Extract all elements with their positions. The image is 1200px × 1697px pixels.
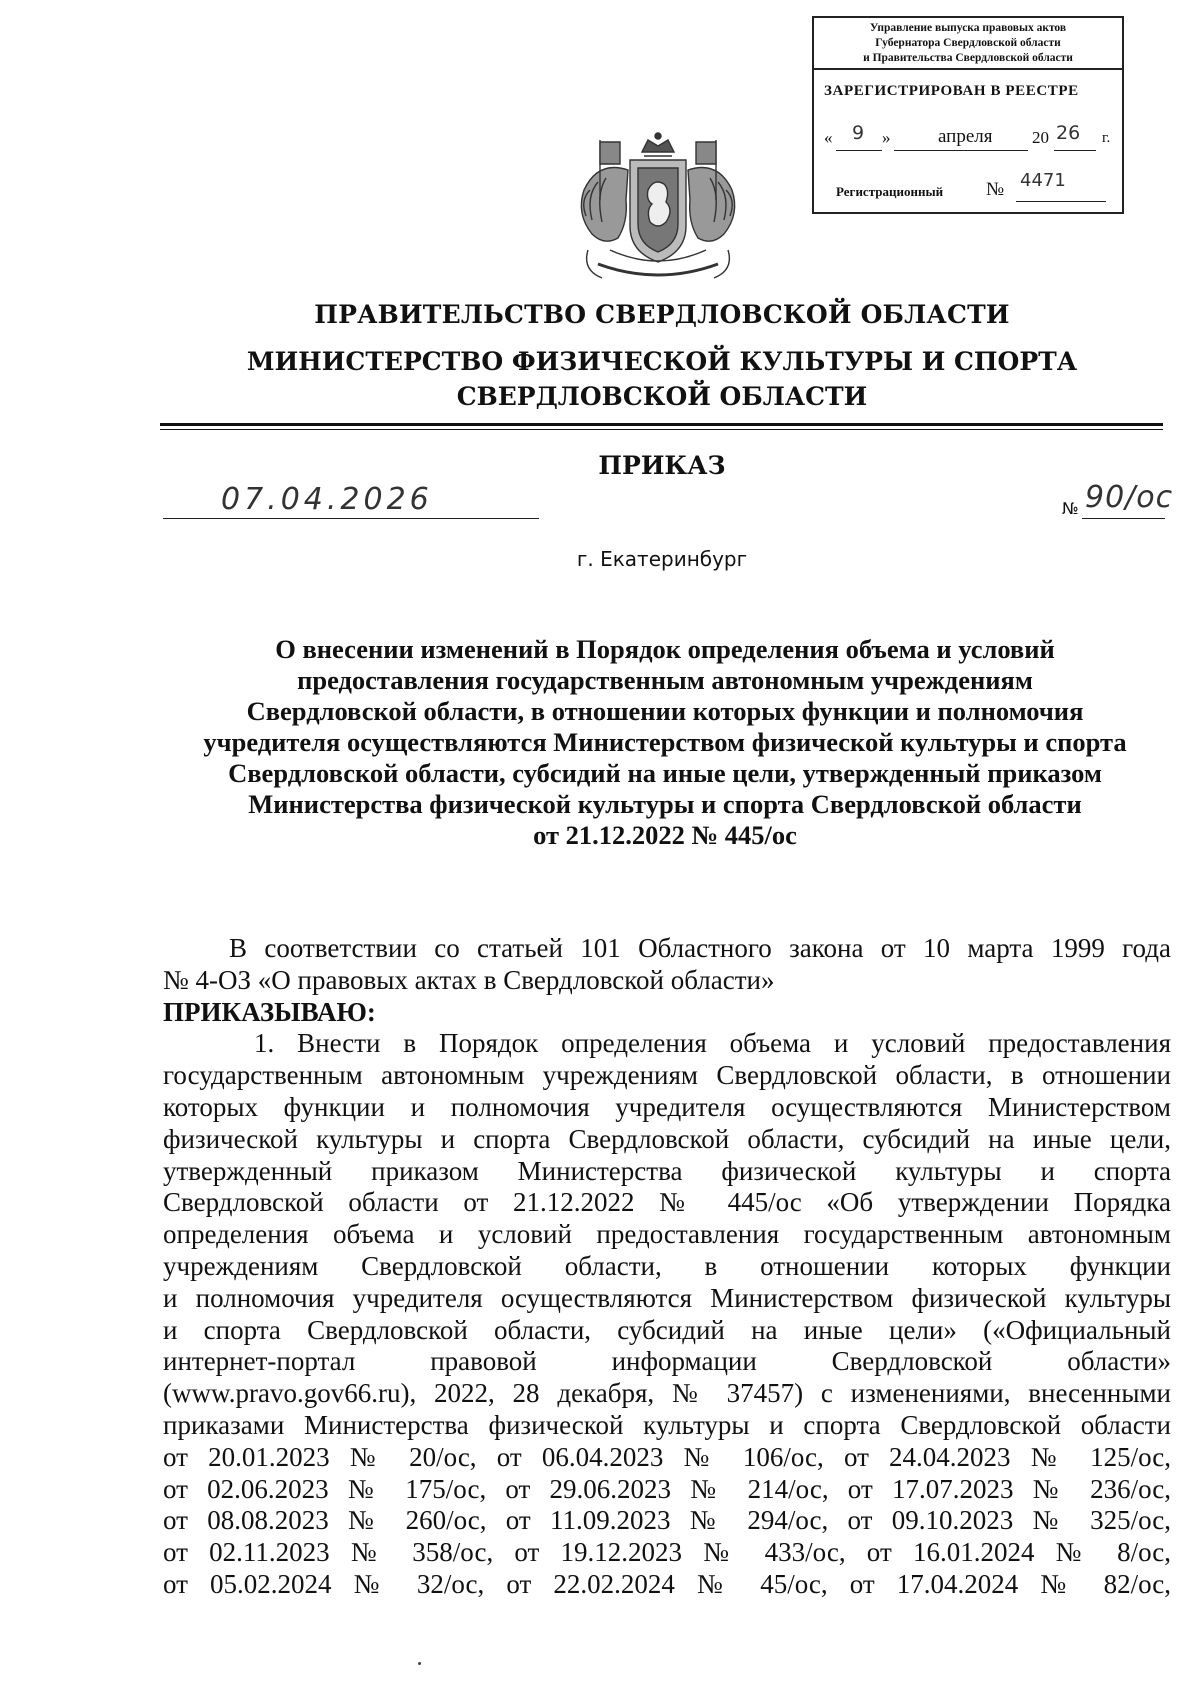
- body-line: В соответствии со статьей 101 Областного закона от 10 марта 1999 года: [229, 933, 1171, 963]
- ministry-title: [0, 344, 1200, 414]
- body-line: которых функции и полномочия учредителя осуществляются Министерством: [163, 1091, 1171, 1122]
- body-line: от 20.01.2023 № 20/ос, от 06.04.2023 № 106/ос, от 24.04.2023 № 125/ос,: [163, 1441, 1171, 1472]
- document-type: ПРИКАЗ: [598, 451, 726, 480]
- stamp-reg-label: Регистрационный: [836, 184, 944, 199]
- body-line: физической культуры и спорта Свердловской области, субсидий на иные цели,: [163, 1123, 1171, 1154]
- title-line: Министерства физической культуры и спорта Свердловской области: [248, 789, 1082, 819]
- title-line: учредителя осуществляются Министерством физической культуры и спорта: [203, 727, 1127, 757]
- title-line: Свердловской области, в отношении которых функции и полномочия: [246, 696, 1084, 726]
- body-line: (www.pravo.gov66.ru), 2022, 28 декабря, № 37457) с изменениями, внесенными: [163, 1378, 1171, 1409]
- registration-stamp: [812, 16, 1124, 214]
- page-dot-mark: [418, 1662, 421, 1665]
- stamp-head-line: Управление выпуска правовых актов: [869, 22, 1067, 34]
- body-line: и спорта Свердловской области, субсидий на иные цели» («Официальный: [163, 1314, 1171, 1345]
- body-line: 1. Внести в Порядок определения объема и условий предоставления: [254, 1028, 1171, 1059]
- stamp-day: 9: [852, 122, 865, 144]
- stamp-date: [822, 122, 1118, 162]
- body-line: приказами Министерства физической культуры и спорта Свердловской области: [163, 1409, 1171, 1440]
- date-underline: [163, 518, 539, 519]
- body-line: Свердловской области от 21.12.2022 № 445/ос «Об утверждении Порядка: [163, 1187, 1171, 1218]
- title-line: Свердловской области, субсидий на иные цели, утвержденный приказом: [228, 758, 1102, 788]
- ministry-title-line: МИНИСТЕРСТВО ФИЗИЧЕСКОЙ КУЛЬТУРЫ И СПОРТА: [246, 347, 1078, 376]
- stamp-header: [814, 18, 1122, 70]
- body-line: № 4-ОЗ «О правовых актах в Свердловской области»: [163, 964, 775, 995]
- order-body: [163, 933, 1171, 1601]
- title-line: О внесении изменений в Порядок определения объема и условий: [275, 634, 1055, 664]
- stamp-day-underline: [836, 150, 882, 151]
- body-line: определения объема и условий предоставления государственным автономным: [163, 1219, 1171, 1250]
- body-line: интернет-портал правовой информации Свердловской области»: [163, 1346, 1171, 1377]
- stamp-head-line: и Правительства Свердловской области: [863, 52, 1073, 64]
- government-title: ПРАВИТЕЛЬСТВО СВЕРДЛОВСКОЙ ОБЛАСТИ: [314, 300, 1010, 329]
- body-line: государственным автономным учреждениям Свердловской области, в отношении: [163, 1060, 1171, 1091]
- number-underline: [1082, 518, 1165, 519]
- order-date: 07.04.2026: [221, 482, 433, 517]
- body-line: от 02.06.2023 № 175/ос, от 29.06.2023 № 214/ос, от 17.07.2023 № 236/ос,: [163, 1473, 1171, 1504]
- stamp-number-sign: №: [986, 179, 1005, 200]
- order-title: [165, 634, 1165, 851]
- stamp-reg-number: 4471: [1020, 170, 1066, 191]
- body-line: от 08.08.2023 № 260/ос, от 11.09.2023 № 294/ос, от 09.10.2023 № 325/ос,: [163, 1505, 1171, 1536]
- order-word: ПРИКАЗЫВАЮ:: [163, 996, 376, 1027]
- stamp-month: апреля: [938, 126, 993, 147]
- title-line: от 21.12.2022 № 445/ос: [533, 820, 797, 850]
- stamp-year-underline: [1054, 150, 1096, 151]
- order-number: 90/ос: [1085, 480, 1174, 515]
- city: г. Екатеринбург: [576, 547, 748, 571]
- body-line: от 05.02.2024 № 32/ос, от 22.02.2024 № 45/ос, от 17.04.2024 № 82/ос,: [163, 1568, 1171, 1599]
- stamp-registered-label: ЗАРЕГИСТРИРОВАН В РЕЕСТРЕ: [824, 83, 1079, 99]
- header-rule-thick: [160, 423, 1163, 426]
- body-line: и полномочия учредителя осуществляются Министерством физической культуры: [163, 1282, 1171, 1313]
- coat-of-arms-emblem: [558, 130, 758, 292]
- number-sign: №: [1062, 499, 1079, 518]
- stamp-head-line: Губернатора Свердловской области: [875, 37, 1061, 49]
- header-rule-thin: [160, 429, 1163, 430]
- stamp-number-underline: [1016, 201, 1106, 202]
- stamp-year-prefix: 20: [1032, 128, 1049, 147]
- stamp-year-abbr: г.: [1102, 130, 1111, 146]
- body-line: утвержденный приказом Министерства физической культуры и спорта: [163, 1155, 1171, 1186]
- ministry-title-line: СВЕРДЛОВСКОЙ ОБЛАСТИ: [456, 382, 868, 411]
- stamp-close-quote: »: [882, 128, 891, 147]
- title-line: предоставления государственным автономным учреждениям: [297, 665, 1033, 695]
- stamp-number-row: [836, 170, 1116, 210]
- stamp-month-underline: [894, 150, 1028, 151]
- body-line: от 02.11.2023 № 358/ос, от 19.12.2023 № 433/ос, от 16.01.2024 № 8/ос,: [163, 1537, 1171, 1568]
- stamp-open-quote: «: [824, 128, 833, 147]
- stamp-year-suffix: 26: [1056, 122, 1081, 144]
- body-line: учреждениям Свердловской области, в отношении которых функции: [163, 1250, 1171, 1281]
